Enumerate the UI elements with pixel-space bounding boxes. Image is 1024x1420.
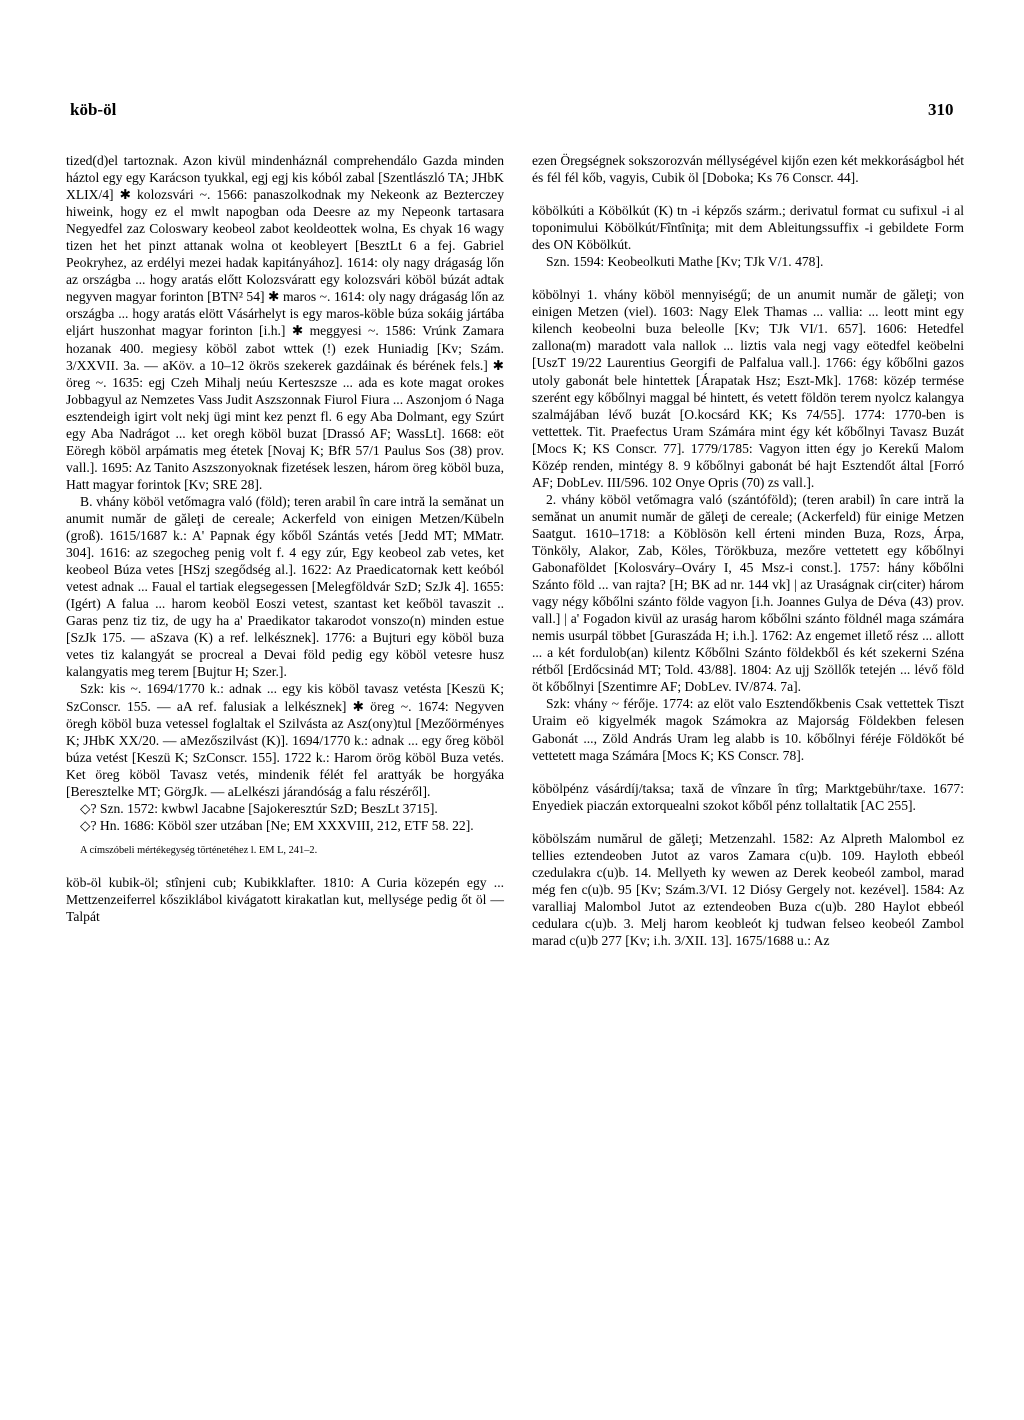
right-column [532,152,964,949]
entry-kobolkuti: köbölkúti a Köbölkút (K) tn -i képzős szárm.; derivatul format cu sufixul -i al toponimului Köbölkút/Fîntîniţa; mit dem Ableitungssuffix -i gebildete Form des ON Köbölkút. [532,203,964,253]
entry-kobolnyi: köbölnyi 1. vhány köböl mennyiségű; de un anumit număr de găleţi; von einigen Metzen (viel). 1603: Nagy Elek Thamas ... vallia: ... leott mint egy kilench keobeolni buza beleolle [Kv; TJk VI/1. 657]. 1606: Hetedfel zallona(m) maradott vala nallok ... liztis vala negj vagy eötedfel keöbelni [UszT 19/22 Laurentius Georgifi de Palfalua vall.]. 1766: égy kőbőlni gazos utoly gabonát bele hintettek [Árapatak Hsz; Eszt-Mk]. 1768: közép termése szerént egy kőbőlnyi maggal bé hintett, és vetett földön terem nyolcz kalangya szalmájában lévő buzát [O.kocsárd KK; Ks 74/55]. 1774: 1770-ben is vettettek. Tit. Praefectus Uram Számára mint égy két kőbőlnyi Tavasz Buzát [Mocs K; KS Conscr. 77]. 1779/1785: Vagyon itten égy jo Kerekű Malom Közép renden, mintégy 8. 9 kőbőlnyi gabonát bé hajt Esztendőt által [Forró AF; DobLev. III/596. 102 Onye Opris (70) zs vall.]. [532,287,964,490]
page-number: 310 [928,100,954,119]
entry-paragraph-szn: ◇? Szn. 1572: kwbwl Jacabne [Sajokeresztúr SzD; BeszLt 3715]. [80,800,438,816]
entry-kob-ol: köb-öl kubik-öl; stînjeni cub; Kubikklafter. 1810: A Curia közepén egy ... Mettzenzeiferrel kősziklábol kivágatott kirakatlan kut, mellysége pedig őt öl — Talpát [66,874,504,924]
left-column [66,152,504,925]
entry-kobolszam: köbölszám numărul de găleţi; Metzenzahl. 1582: Az Alpreth Malombol ez tellies eztendeoben Jutot az varos Zamara c(u)b. 109. Hayloth ebbeól czedulakra c(u)b. 14. Mellyeth ky wewen az Derek keobeól zambol, marad még fen c(u)b. 95 [Kv; Szám.3/VI. 12 Diósy Gergely not. kezével]. 1584: Az varalliaj Malombol Jutot az eztendeoben Buza c(u)b. 280 Haylot ebbeól cedulara c(u)b. 3. Melj harom keobleót kj tudwan felseo keobeól Zambol marad c(u)b 277 [Kv; i.h. 3/XII. 13]. 1675/1688 u.: Az [532,830,964,948]
entry-paragraph-szk: Szk: kis ~. 1694/1770 k.: adnak ... egy kis köböl tavasz vetésta [Keszü K; SzConscr. 155. — aA ref. falusiak a lelkésznek] ✱ öreg ~. 1674: Negyven öregh köböl buza vetessel foglaltak el Szilvásta az Asz(ony)tul [Mezőörményes K; JHbK XX/20. — aMezőszilvást (K)]. 1694/1770 k.: adnak ... egy őreg köböl búza vetést [Keszü K; SzConscr. 155]. 1722 k.: Harom örög köböl Buza vetés. Ket öreg köböl Tavasz vetés, mindenik félét fel arattyák be horgyáka [Beresztelke MT; GörgJk. — aLelkészi járandóság a falu részéről]. [66,681,504,799]
entry-kobolnyi-szk: Szk: vhány ~ férője. 1774: az elöt valo Esztendőkbenis Csak vettettek Tiszt Uraim eö kigyelmék magok Számokra az Majorság Földekben felesen Gabonát ..., Zöld András Uram leg alabb is 10. kőbőlnyi féréje Földökőt bé vettetett maga Számára [Mocs K; KS Conscr. 78]. [532,696,964,763]
entry-paragraph-b: B. vhány köböl vetőmagra való (föld); teren arabil în care intră la semănat un anumit număr de găleţi de cereale; Ackerfeld von einigen Metzen/Kübeln (groß). 1615/1687 k.: A' Papnak égy kőből Szántás vetés [Jedd MT; MMatr. 304]. 1616: az szegocheg penig volt f. 4 egy zúr, Egy keobeol zab vetes, ket keobeol Búza vetes [HSzj szegődség al.]. 1622: Az Praedicatornak kett keóból vetest adnak ... Faual el tartiak elegsegessen [Melegföldvár SzD; SzJk 4]. 1655: (Igért) A falua ... harom keoböl Eoszi vetest, szantast ket keőböl tavaszit .. Garas penz tiz tiz, de ugy ha a' Praedikator takarodot vonszo(n) minden estue [SzJk 175. — aSzava (K) a ref. lelkésznek]. 1776: a Bujturi egy köböl buza vetes tiz kalangyát se procreal a Devai föld pedig egy köböl vetesre husz kalangyatis meg terem [Bujtur H; Szer.]. [66,493,504,680]
footnote: A címszóbeli mértékegység történetéhez l. EM L, 241–2. [80,844,318,856]
entry-paragraph-cont: ezen Öregségnek sokszorozván méllységével kijőn ezen két mekkoráságbol hét és fél fél kőb, vagyis, Cubik öl [Doboka; Ks 76 Conscr. 44]. [532,153,964,186]
entry-kobolnyi-2: 2. vhány köböl vetőmagra való (szántóföld); (teren arabil) în care intră la semănat un anumit număr de găleţi de cereale; (Ackerfeld) für einige Metzen Saatgut. 1610–1718: a Köblösön kell érteni minden Buza, Rozs, Árpa, Tönköly, Alakor, Zab, Köles, Törökbuza, mezőre vettetett egy kőbőlnyi Gabonaföldet [Kolosváry–Ováry I, 45 Msz-i const.]. 1757: hány kőbőlni Szánto föld ... van rajta? [H; BK ad nr. 144 vk] | az Uraságnak cir(citer) három vagy négy kőbőlni szánto földe vagyon [i.h. Joannes Gulya de Déva (43) prov. vall.] | a' Fogadon kivül az uraság harom kőbőlni szánto földnél maga számára nemis usurpál többet [Guraszáda H; i.h.]. 1762: Az engemet illető rész ... allott ... a két fordulob(an) kilentz Kőbőlni Szánto földekből és két szekerni Széna rétből [Erdőcsinád MT; Told. 43/88]. 1804: Az ujj Szöllők tetején ... lévő föld öt kőbőlnyi [Szentimre AF; DobLev. IV/874. 7a]. [532,491,964,695]
entry-paragraph: tized(d)el tartoznak. Azon kivül mindenháznál comprehendálo Gazda minden háztol egy egy Karácson tyukkal, egj egj kis kóból zabal [Szentlászló TA; JHbK XLIX/4] ✱ kolozsvári ~. 1566: panaszolkodnak my Nekeonk az Bezterczey hiweink, hogy ez el mwlt napogban oda Deesre az my Nepeonk tartasara Negyedfel zaz Coloswary keobeol zabot keoldeottek wolna, Es chyak 16 wagy tizen het het pinzt attanak wolna ot keobleyert [BesztLt 6 a fej. Gabriel Peokryhez, az erdélyi mezei hadak kapitányához]. 1614: oly nagy drágaság lőn az országba ... hogy aratás előtt Kolozsváratt egy kolozsvári köböl búzát adtak negyven magyar forinton [BTN² 54] ✱ maros ~. 1614: oly nagy drágaság lőn az országba ... hogy aratás elött Vásárhelyt is egy maros-köble búza sokáig jártába eljárt huszonhat magyar forinton [i.h.] ✱ meggyesi ~. 1586: Vrúnk Zamara hozanak 400. megiesy köböl zabot wttek (!) ezek Huniadig [Kv; Szám. 3/XXVII. 3a. — aKöv. a 10–12 ökrös szekerek gazdáinak és bérének fels.] ✱ öreg ~. 1635: egj Czeh Mihalj neúu Kerteszsze ... ada es kote magat orokes Jobbagyul az Nemzetes Vass Judit Aszszonnak Fiurol Fiura ... Aszonjom ó Naga esztendeigh igirt volt nekj ügi mint kez penzt fl. 6 egy Aba Dolmant, egy Szúrt egy Aba Nadrágot ... ket oregh köböl buzat [Drassó AF; WassLt]. 1668: eöt Eöregh köböl arpámatis meg étetek [Novaj K; BfR 57/1 Paulus Sos (38) prov. vall.]. 1695: Az Tanito Aszszonyoknak fizetések leszen, három öreg köböl buza, Hatt magyar forintok [Kv; SRE 28]. [66,153,504,492]
entry-paragraph-hn: ◇? Hn. 1686: Köböl szer utzában [Ne; EM XXXVIII, 212, ETF 58. 22]. [80,817,474,833]
entry-kobolpenz: köbölpénz vásárdíj/taksa; taxă de vînzare în tîrg; Marktgebühr/taxe. 1677: Enyediek piaczán extorquealni szokot kőből pénz tollaltatik [AC 255]. [532,780,964,813]
running-head: köb-öl [70,100,117,119]
entry-kobolkuti-szn: Szn. 1594: Keobeolkuti Mathe [Kv; TJk V/1. 478]. [546,254,824,270]
